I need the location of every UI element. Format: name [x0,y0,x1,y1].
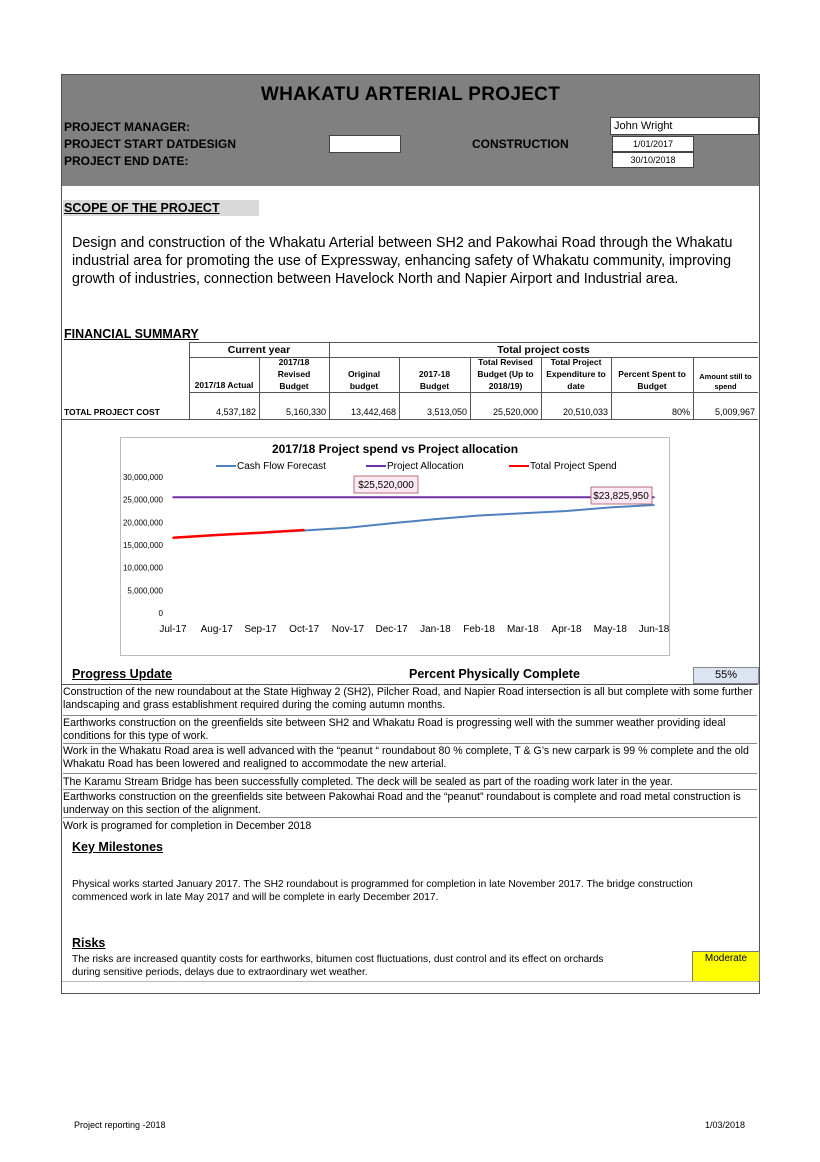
value-percent: 80% [671,407,690,417]
col-expenditure-l1: Total Project [550,357,602,367]
x-tick-label: Jun-18 [638,624,669,635]
data-point [347,527,349,529]
chart-svg [121,438,669,655]
data-point [435,497,437,499]
data-point [653,497,655,499]
data-point [347,497,349,499]
group-current-year: Current year [227,344,291,356]
col-revised-budget [259,357,329,392]
data-point [216,497,218,499]
value-total-revised: 25,520,000 [492,407,538,417]
data-point [216,534,218,536]
data-point [303,529,305,531]
fin-bottom-border [62,419,758,420]
x-tick-label: Dec-17 [375,624,408,635]
progress-heading: Progress Update [72,667,173,681]
col-amount-l1: Amount still to [699,372,752,381]
data-point [391,497,393,499]
col-total-revised-l2: Budget (Up to [477,369,534,379]
design-date-box [329,135,401,153]
col-amount [693,372,758,392]
col-amount-l2: spend [714,382,737,391]
end-date-value: 30/10/2018 [612,152,694,168]
progress-item: Work in the Whakatu Road area is well advanced with the “peanut “ roundabout 80 % complete, T & G’s new carpark is 99 % complete and the old Whakatu Road has been lowered and realigned to accommodate the new arterial. [63,745,757,774]
x-tick-label: Oct-17 [289,624,320,635]
col-budget-l2: Budget [419,381,450,391]
progress-top-border [62,684,758,685]
annotation-forecast [591,487,652,504]
progress-item: Earthworks construction on the greenfields site between SH2 and Whakatu Road is progressing well with the summer weather providing ideal conditions for this type of work. [63,717,757,744]
data-point [303,497,305,499]
progress-item: Work is programed for completion in December 2018 [63,820,312,832]
risks-bottom-border [62,981,758,982]
col-budget [399,369,470,392]
col-percent-l2: Budget [637,381,667,391]
series-line-total-project-spend [173,530,304,538]
value-original-budget: 13,442,468 [350,407,396,417]
data-point [653,504,655,506]
end-date-label: PROJECT END DATE: [64,154,189,168]
x-tick-label: Apr-18 [551,624,582,635]
col-revised-l3: Budget [279,381,309,391]
x-tick-label: Feb-18 [463,624,495,635]
data-point [260,497,262,499]
value-actual: 4,537,182 [215,407,256,417]
annotation-allocation [354,476,418,493]
progress-item: Earthworks construction on the greenfields site between Pakowhai Road and the “peanut” roundabout is complete and road metal construction is underway on this section of the alignment. [63,791,757,818]
x-tick-label: Nov-17 [331,624,365,635]
percent-complete-label: Percent Physically Complete [409,667,580,681]
data-point [260,532,262,534]
y-tick-label: 0 [158,609,163,618]
risks-heading: Risks [72,936,106,950]
data-point [566,497,568,499]
total-cost-row-label: TOTAL PROJECT COST [64,407,160,417]
chart-title: 2017/18 Project spend vs Project allocation [271,442,519,456]
col-total-revised-l3: 2018/19) [488,381,523,391]
financial-heading: FINANCIAL SUMMARY [64,327,199,341]
col-budget-l1: 2017-18 [418,369,451,379]
col-percent [611,369,693,392]
col-original-budget [329,369,399,392]
x-tick-label: Aug-17 [200,624,233,635]
legend-label: Project Allocation [387,461,464,472]
x-tick-label: Jan-18 [420,624,451,635]
group-total-costs: Total project costs [497,344,590,356]
data-point [566,510,568,512]
col-expenditure-l2: Expenditure to [546,369,606,379]
y-tick-label: 10,000,000 [122,563,163,573]
progress-item: Construction of the new roundabout at the State Highway 2 (SH2), Pilcher Road, and Napier Road intersection is all but complete with some further landscaping and grass establishment required during the coming autumn months. [63,686,757,716]
x-tick-label: May-18 [593,624,627,635]
project-manager-value: John Wright [610,117,759,135]
report-title: WHAKATU ARTERIAL PROJECT [260,84,561,105]
fin-header-border [189,392,758,393]
data-point [522,497,524,499]
project-manager-label: PROJECT MANAGER: [64,120,191,134]
data-point [478,515,480,517]
construction-start-date: 1/01/2017 [612,136,694,152]
legend-label: Total Project Spend [530,461,617,472]
col-expenditure [541,357,611,392]
annotation-label: $23,825,950 [593,491,649,502]
col-total-revised-l1: Total Revised [478,357,533,367]
x-tick-label: Sep-17 [244,624,277,635]
start-date-label: PROJECT START DAT [64,137,191,151]
milestones-heading: Key Milestones [72,840,164,854]
col-total-revised [470,357,541,392]
milestones-text: Physical works started January 2017. The SH2 roundabout is programmed for completion in late November 2017. The bridge construction commenced work in late May 2017 and will be complete in early December 2017. [72,879,693,903]
x-tick-label: Jul-17 [159,624,187,635]
value-expenditure: 20,510,033 [562,407,608,417]
col-original-l1: Original [347,369,381,379]
col-revised-l2: Revised [277,369,311,379]
col-expenditure-l3: date [567,381,585,391]
legend-label: Cash Flow Forecast [237,461,326,472]
col-revised-l1: 2017/18 [278,357,310,367]
spend-chart [120,437,670,656]
footer-left: Project reporting -2018 [74,1120,166,1130]
y-tick-label: 25,000,000 [122,495,163,505]
data-point [172,497,174,499]
fin-top-border [189,342,758,343]
scope-text: Design and construction of the Whakatu Arterial between SH2 and Pakowhai Road through the Whakatu industrial area for promoting the use of Expressway, enhancing safety of Whakatu community, improving growth of industries, connection between Havelock North and Napier Airport and Industrial area. [72,235,733,287]
data-point [172,537,174,539]
y-tick-label: 5,000,000 [127,586,163,596]
value-budget: 3,513,050 [426,407,467,417]
data-point [435,518,437,520]
data-point [522,512,524,514]
data-point [391,522,393,524]
progress-item: The Karamu Stream Bridge has been successfully completed. The deck will be sealed as part of the roading work later in the year. [63,776,757,790]
data-point [478,497,480,499]
col-percent-l1: Percent Spent to [618,369,686,379]
value-revised-budget: 5,160,330 [285,407,326,417]
construction-label: CONSTRUCTION [472,137,569,151]
design-label: DESIGN [190,137,237,151]
risk-rating-badge: Moderate [692,951,760,982]
annotation-label: $25,520,000 [358,480,414,491]
risks-text: The risks are increased quantity costs for earthworks, bitumen cost fluctuations, dust control and its effect on orchards during sensitive periods, delays due to extraordinary wet weather. [72,954,604,978]
x-tick-label: Mar-18 [506,624,539,635]
col-actual: 2017/18 Actual [194,380,254,390]
scope-heading: SCOPE OF THE PROJECT [64,201,220,215]
footer-date: 1/03/2018 [705,1120,746,1130]
y-tick-label: 20,000,000 [122,518,163,528]
value-amount-remaining: 5,009,967 [714,407,755,417]
y-tick-label: 30,000,000 [122,473,163,482]
col-original-l2: budget [349,381,379,391]
y-tick-label: 15,000,000 [122,541,163,550]
percent-complete-value: 55% [693,667,759,684]
data-point [609,507,611,509]
